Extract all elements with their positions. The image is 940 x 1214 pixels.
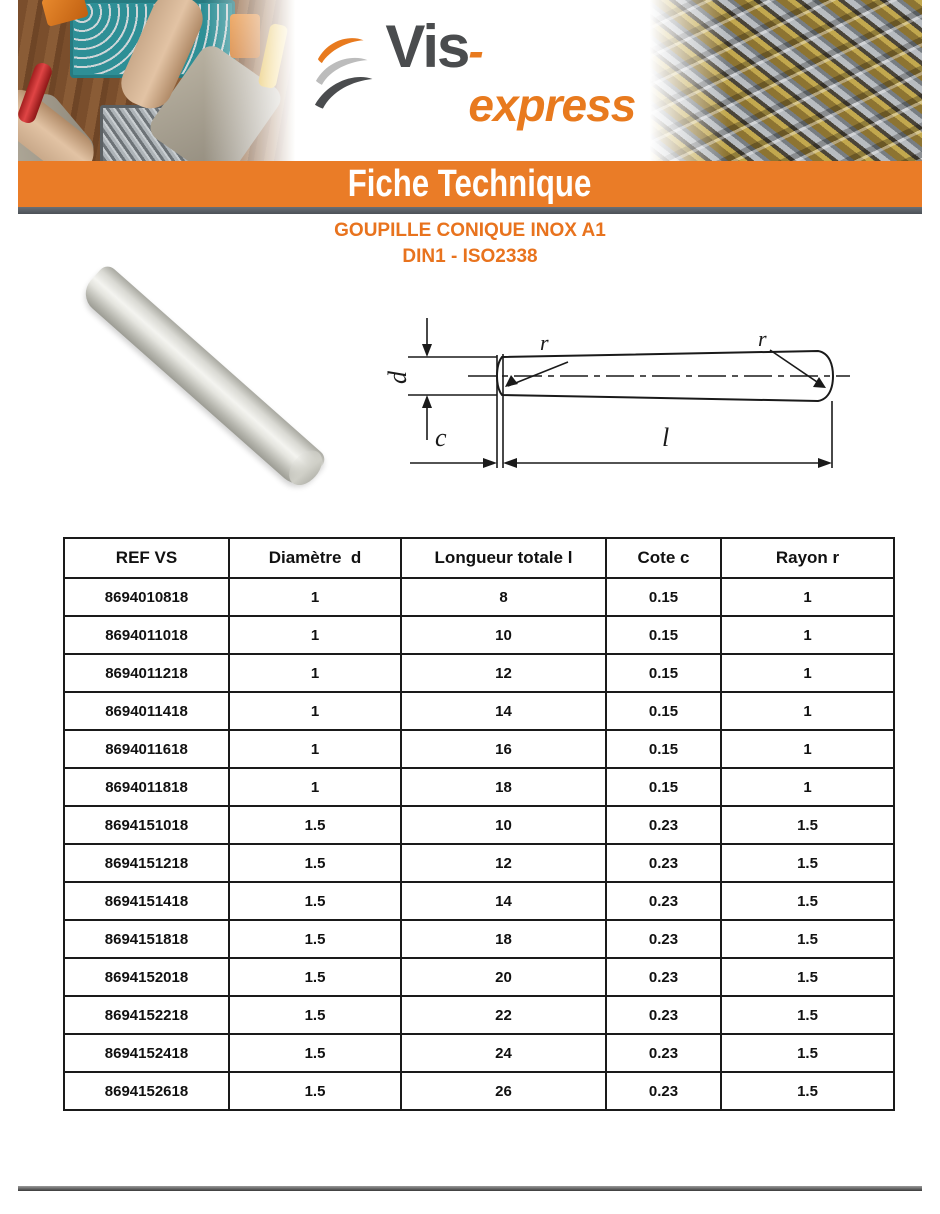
banner	[18, 161, 922, 207]
table-cell: 18	[401, 768, 606, 806]
column-header: REF VS	[64, 538, 229, 578]
brand-logo	[310, 13, 640, 131]
logo-swoosh-icon	[310, 33, 379, 111]
table-cell: 1.5	[721, 958, 894, 996]
spec-table-body	[64, 578, 894, 1110]
table-row	[64, 996, 894, 1034]
table-cell: 1.5	[721, 996, 894, 1034]
table-row	[64, 730, 894, 768]
table-cell: 1.5	[229, 920, 401, 958]
brand-name-primary: Vis	[385, 13, 469, 80]
table-cell: 1	[721, 654, 894, 692]
table-cell: 8694152018	[64, 958, 229, 996]
table-cell: 0.15	[606, 692, 721, 730]
footer-divider	[18, 1186, 922, 1191]
table-cell: 1.5	[721, 806, 894, 844]
table-cell: 8694011418	[64, 692, 229, 730]
table-cell: 1	[721, 578, 894, 616]
table-cell: 0.23	[606, 958, 721, 996]
table-cell: 10	[401, 806, 606, 844]
table-cell: 1.5	[229, 882, 401, 920]
table-cell: 12	[401, 654, 606, 692]
table-cell: 0.23	[606, 1034, 721, 1072]
brand-name-secondary: -express	[468, 25, 636, 131]
page-title: Fiche Technique	[348, 162, 592, 205]
table-cell: 1.5	[229, 844, 401, 882]
table-cell: 1.5	[721, 920, 894, 958]
table-cell: 0.15	[606, 768, 721, 806]
table-cell: 10	[401, 616, 606, 654]
table-cell: 1	[229, 654, 401, 692]
table-cell: 0.23	[606, 996, 721, 1034]
table-row	[64, 768, 894, 806]
table-cell: 1.5	[721, 1034, 894, 1072]
table-row	[64, 920, 894, 958]
dim-label-l: l	[662, 423, 670, 452]
table-cell: 0.23	[606, 844, 721, 882]
table-cell: 1	[721, 730, 894, 768]
table-row	[64, 616, 894, 654]
table-cell: 1	[721, 616, 894, 654]
table-cell: 1	[229, 768, 401, 806]
table-cell: 1	[721, 692, 894, 730]
table-cell: 1.5	[229, 958, 401, 996]
table-cell: 0.15	[606, 730, 721, 768]
table-cell: 1.5	[721, 882, 894, 920]
pin-image	[77, 262, 328, 491]
table-row	[64, 654, 894, 692]
product-name: GOUPILLE CONIQUE INOX A1	[334, 220, 606, 241]
table-cell: 16	[401, 730, 606, 768]
table-cell: 24	[401, 1034, 606, 1072]
table-row	[64, 958, 894, 996]
column-header: Longueur totale l	[401, 538, 606, 578]
table-cell: 1.5	[229, 1034, 401, 1072]
table-cell: 0.23	[606, 1072, 721, 1110]
table-cell: 8694152418	[64, 1034, 229, 1072]
table-cell: 1.5	[229, 806, 401, 844]
table-cell: 8694010818	[64, 578, 229, 616]
table-cell: 1	[229, 578, 401, 616]
table-cell: 1	[229, 616, 401, 654]
table-cell: 8694011618	[64, 730, 229, 768]
table-cell: 1.5	[229, 996, 401, 1034]
dim-label-r-right: r	[758, 326, 767, 351]
table-cell: 1	[721, 768, 894, 806]
table-cell: 20	[401, 958, 606, 996]
table-cell: 0.15	[606, 616, 721, 654]
table-cell: 0.15	[606, 578, 721, 616]
spec-table	[63, 537, 895, 1111]
column-header: Diamètre d	[229, 538, 401, 578]
table-row	[64, 1072, 894, 1110]
table-cell: 1.5	[229, 1072, 401, 1110]
spec-table-head-row	[64, 538, 894, 578]
table-cell: 8694152218	[64, 996, 229, 1034]
table-cell: 8694011018	[64, 616, 229, 654]
dim-label-c: c	[435, 423, 447, 452]
table-cell: 14	[401, 882, 606, 920]
table-cell: 26	[401, 1072, 606, 1110]
table-cell: 1.5	[721, 844, 894, 882]
table-row	[64, 882, 894, 920]
table-cell: 18	[401, 920, 606, 958]
product-photo	[55, 252, 350, 502]
table-cell: 8694011818	[64, 768, 229, 806]
table-cell: 12	[401, 844, 606, 882]
table-cell: 0.15	[606, 654, 721, 692]
table-row	[64, 844, 894, 882]
table-row	[64, 692, 894, 730]
header-photo-screws	[644, 0, 922, 161]
header-photo-workbench	[18, 0, 304, 161]
banner-divider	[18, 207, 922, 214]
table-cell: 8694151418	[64, 882, 229, 920]
table-cell: 1	[229, 692, 401, 730]
column-header: Cote c	[606, 538, 721, 578]
table-cell: 14	[401, 692, 606, 730]
table-cell: 1	[229, 730, 401, 768]
table-cell: 8694152618	[64, 1072, 229, 1110]
table-cell: 0.23	[606, 806, 721, 844]
table-cell: 1.5	[721, 1072, 894, 1110]
dim-label-r-left: r	[540, 330, 549, 355]
table-cell: 0.23	[606, 920, 721, 958]
table-cell: 8694011218	[64, 654, 229, 692]
header	[0, 0, 940, 161]
table-cell: 8	[401, 578, 606, 616]
column-header: Rayon r	[721, 538, 894, 578]
table-row	[64, 578, 894, 616]
dim-label-d: d	[383, 371, 412, 384]
table-cell: 8694151818	[64, 920, 229, 958]
table-cell: 0.23	[606, 882, 721, 920]
table-row	[64, 1034, 894, 1072]
table-cell: 8694151018	[64, 806, 229, 844]
table-cell: 8694151218	[64, 844, 229, 882]
technical-drawing	[380, 300, 860, 495]
table-cell: 22	[401, 996, 606, 1034]
product-standard: DIN1 - ISO2338	[402, 246, 538, 267]
table-row	[64, 806, 894, 844]
